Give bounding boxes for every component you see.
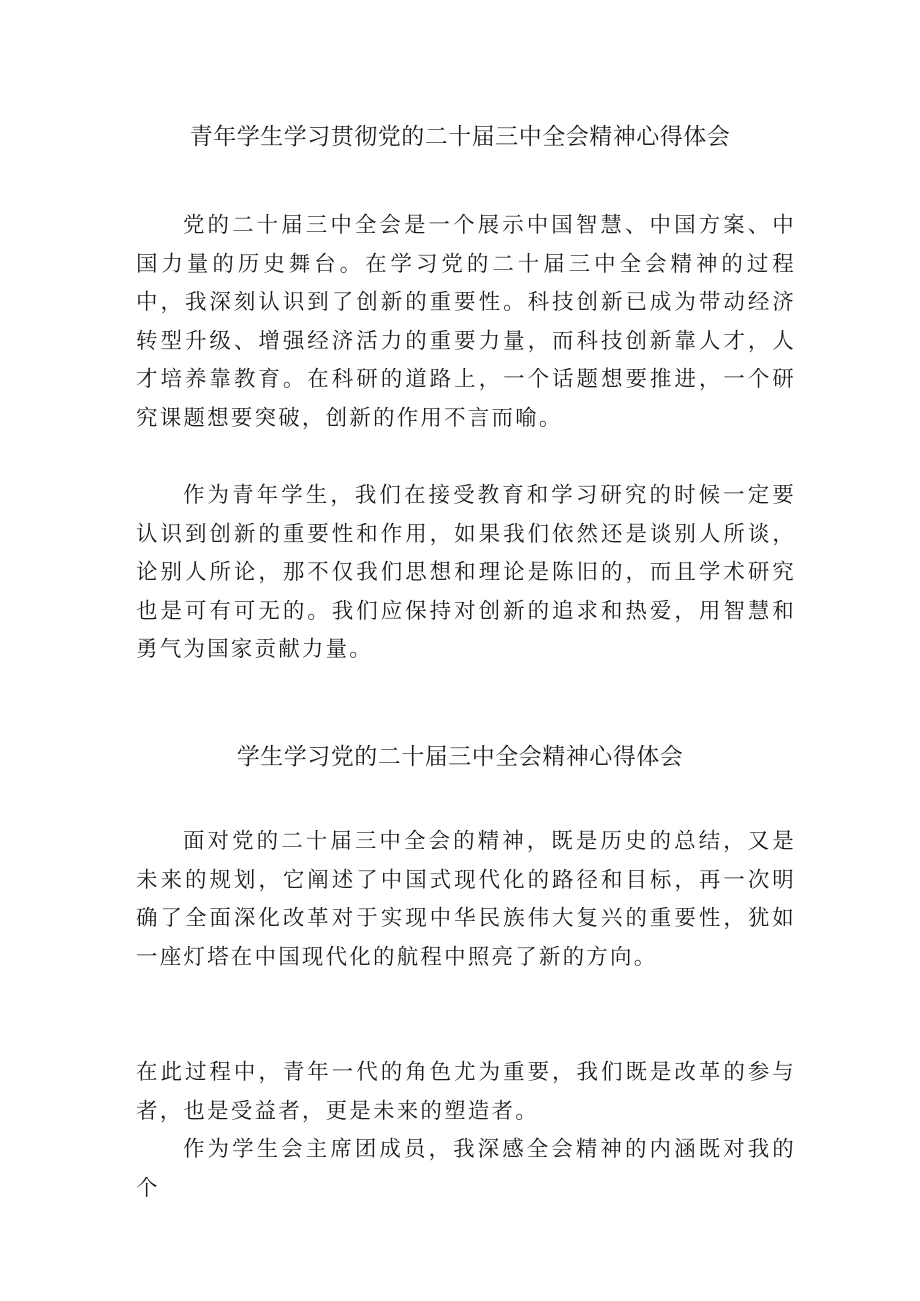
section2-paragraph-2: 在此过程中，青年一代的角色尤为重要，我们既是改革的参与者，也是受益者，更是未来的塑造者。 [136,1060,796,1124]
section2-paragraph-3: 作为学生会主席团成员，我深感全会精神的内涵既对我的个 [136,1137,796,1201]
section1-title: 青年学生学习贯彻党的二十届三中全会精神心得体会 [189,124,731,150]
section1-paragraph-2: 作为青年学生，我们在接受教育和学习研究的时候一定要认识到创新的重要性和作用，如果我们依然还是谈别人所谈，论别人所论，那不仅我们思想和理论是陈旧的，而且学术研究也是可有可无的。我们应保持对创新的追求和热爱，用智慧和勇气为国家贡献力量。 [136,483,796,663]
section1-paragraph-1: 党的二十届三中全会是一个展示中国智慧、中国方案、中国力量的历史舞台。在学习党的二十届三中全会精神的过程中，我深刻认识到了创新的重要性。科技创新已成为带动经济转型升级、增强经济活力的重要力量，而科技创新靠人才，人才培养靠教育。在科研的道路上，一个话题想要推进，一个研究课题想要突破，创新的作用不言而喻。 [136,213,796,431]
section2-title: 学生学习党的二十届三中全会精神心得体会 [236,744,684,770]
section2-paragraph-1: 面对党的二十届三中全会的精神，既是历史的总结，又是未来的规划，它阐述了中国式现代化的路径和目标，再一次明确了全面深化改革对于实现中华民族伟大复兴的重要性，犹如一座灯塔在中国现代化的航程中照亮了新的方向。 [136,829,796,970]
